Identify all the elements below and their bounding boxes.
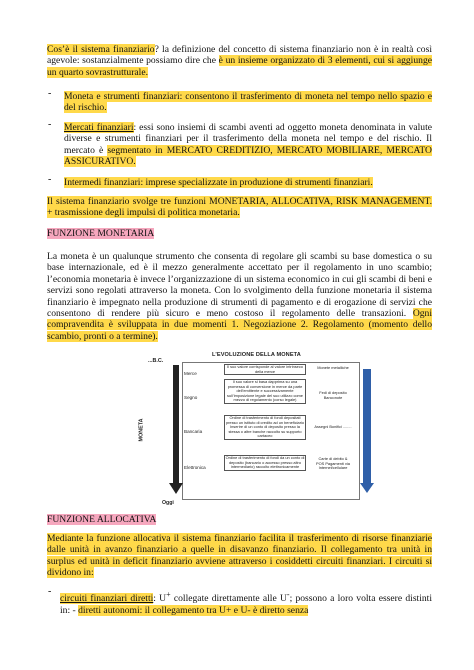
functions-paragraph: Il sistema finanziario svolge tre funzioni MONETARIA, ALLOCATIVA, RISK MANAGEMENT. + trasmissione degli impulsi di politica monetaria.: [47, 196, 432, 219]
row-desc-segno: Il suo valore si basa dapprima su una promessa di conversione in merce da parte dell’emittente e successivamente sull’imposizione legale del suo utilizzo come mezzo di regolamento (corso legale): [224, 379, 306, 404]
cost-reduction-arrow-icon: [360, 369, 374, 493]
row-desc-elettronica: Ordine di trasferimento di fondi da un conto di deposito (bancario o accesso presso altro intermediario) raccolto elettronicamente: [225, 455, 305, 470]
allocativa-paragraph: Mediante la funzione allocativa il sistema finanziario facilita il trasferimento di risorse finanziarie dalle unità in avanzo finanziario a quelle in disavanzo finanziario. Il collegamento tra unità in surplus ed unità in deficit finanziario avviene attraverso i cosiddetti circuiti finanziari. I circuiti si dividono in:: [47, 533, 432, 579]
bullet-dash: -: [48, 174, 52, 185]
intro-text: ? la definizione del concetto di sistema finanziario non è in realtà così agevole: sostanzialmente possiamo dire che: [47, 44, 432, 67]
row-label-bancaria: Bancaria: [184, 429, 203, 434]
bullet-dash: -: [48, 586, 52, 597]
row-right-merce: Monete metalliche: [317, 365, 349, 370]
moneta-evolution-figure: [138, 349, 380, 513]
axis-moneta-label: MONETA: [138, 418, 145, 442]
bullet-intermedi: Intermedi finanziari: imprese specializzate in produzione di strumenti finanziari.: [64, 177, 373, 188]
bullet-moneta: Moneta e strumenti finanziari: consentono il trasferimento di moneta nel tempo nello spazio e del rischio.: [64, 91, 432, 114]
monetaria-paragraph: La moneta è un qualunque strumento che consenta di regolare gli scambi su base domestica o su base internazionale, ed è il mezzo generalmente accettato per il regolamento in uno scambio; l’economia monetaria è invece l’organizzazione di un sistema economico in cui gli scambi di beni e servizi sono regolati attraverso la moneta. Con lo svolgimento della funzione monetaria il sistema finanziario è impegnato nella produzione di strumenti di pagamento e di erogazione di servizi che consentono di rendere più sicuro e meno costoso il regolamento delle transazioni. Ogni compravendita è sviluppata in due momenti 1. Negoziazione 2. Regolamento (momento dello scambio, pronti o a termine).: [47, 251, 432, 342]
bullet-mercati: Mercati finanziari: essi sono insiemi di scambi aventi ad oggetto moneta denominata in valute diverse e strumenti finanziari per il trasferimento della moneta nel tempo e del rischio. Il mercato è segmentato in MERCATO CREDITIZIO, MERCATO MOBILIARE, MERCATO ASSICURATIVO.: [64, 122, 433, 168]
figure-bc-label: ...B.C.: [148, 358, 164, 364]
row-right-elettronica: Carte di debito & POS Pagamenti via Internet/cellulare: [316, 456, 350, 471]
heading-monetaria: FUNZIONE MONETARIA: [47, 228, 155, 239]
row-label-segno: Segno: [184, 395, 198, 400]
bullet-dash: -: [48, 119, 52, 130]
figure-title: L’EVOLUZIONE DELLA MONETA: [212, 352, 301, 358]
heading-allocativa: FUNZIONE ALLOCATIVA: [47, 514, 157, 525]
timeline-arrow-icon: [169, 363, 183, 495]
row-desc-merce: Il suo valore corrisponde al valore intrinseco della merce: [224, 364, 306, 375]
bullet-dash: -: [48, 88, 52, 99]
row-label-elettronica: Elettronica: [184, 465, 206, 470]
axis-right-label: Riduzione costi e rischi di regolamento: [349, 390, 355, 477]
figure-oggi-label: Oggi: [162, 500, 174, 506]
intro-question: Cos’è il sistema finanziario: [47, 44, 155, 55]
bullet-circuiti: circuiti finanziari diretti: U+ collegate direttamente alle U-; possono a loro volta essere distinti in: - diretti autonomi: il collegamento tra U+ e U- è diretto senza: [60, 590, 433, 616]
row-right-segno: Fedi di deposito Banconote: [319, 390, 347, 400]
intro-paragraph: [47, 44, 432, 78]
row-desc-bancaria: Ordine di trasferimento di fondi depositati presso un istituto di credito ad un beneficiario Inserire di un conto di deposito presso la stessa o altre banche raccolto su supporto cartaceo: [225, 415, 305, 439]
row-right-bancaria: Assegni Bonifici ........: [314, 424, 352, 429]
row-label-merce: Merce: [184, 371, 197, 376]
intro-highlight: è un insieme organizzato di 3 elementi, cui si aggiunge un quarto sovrastrutturale.: [47, 55, 432, 78]
